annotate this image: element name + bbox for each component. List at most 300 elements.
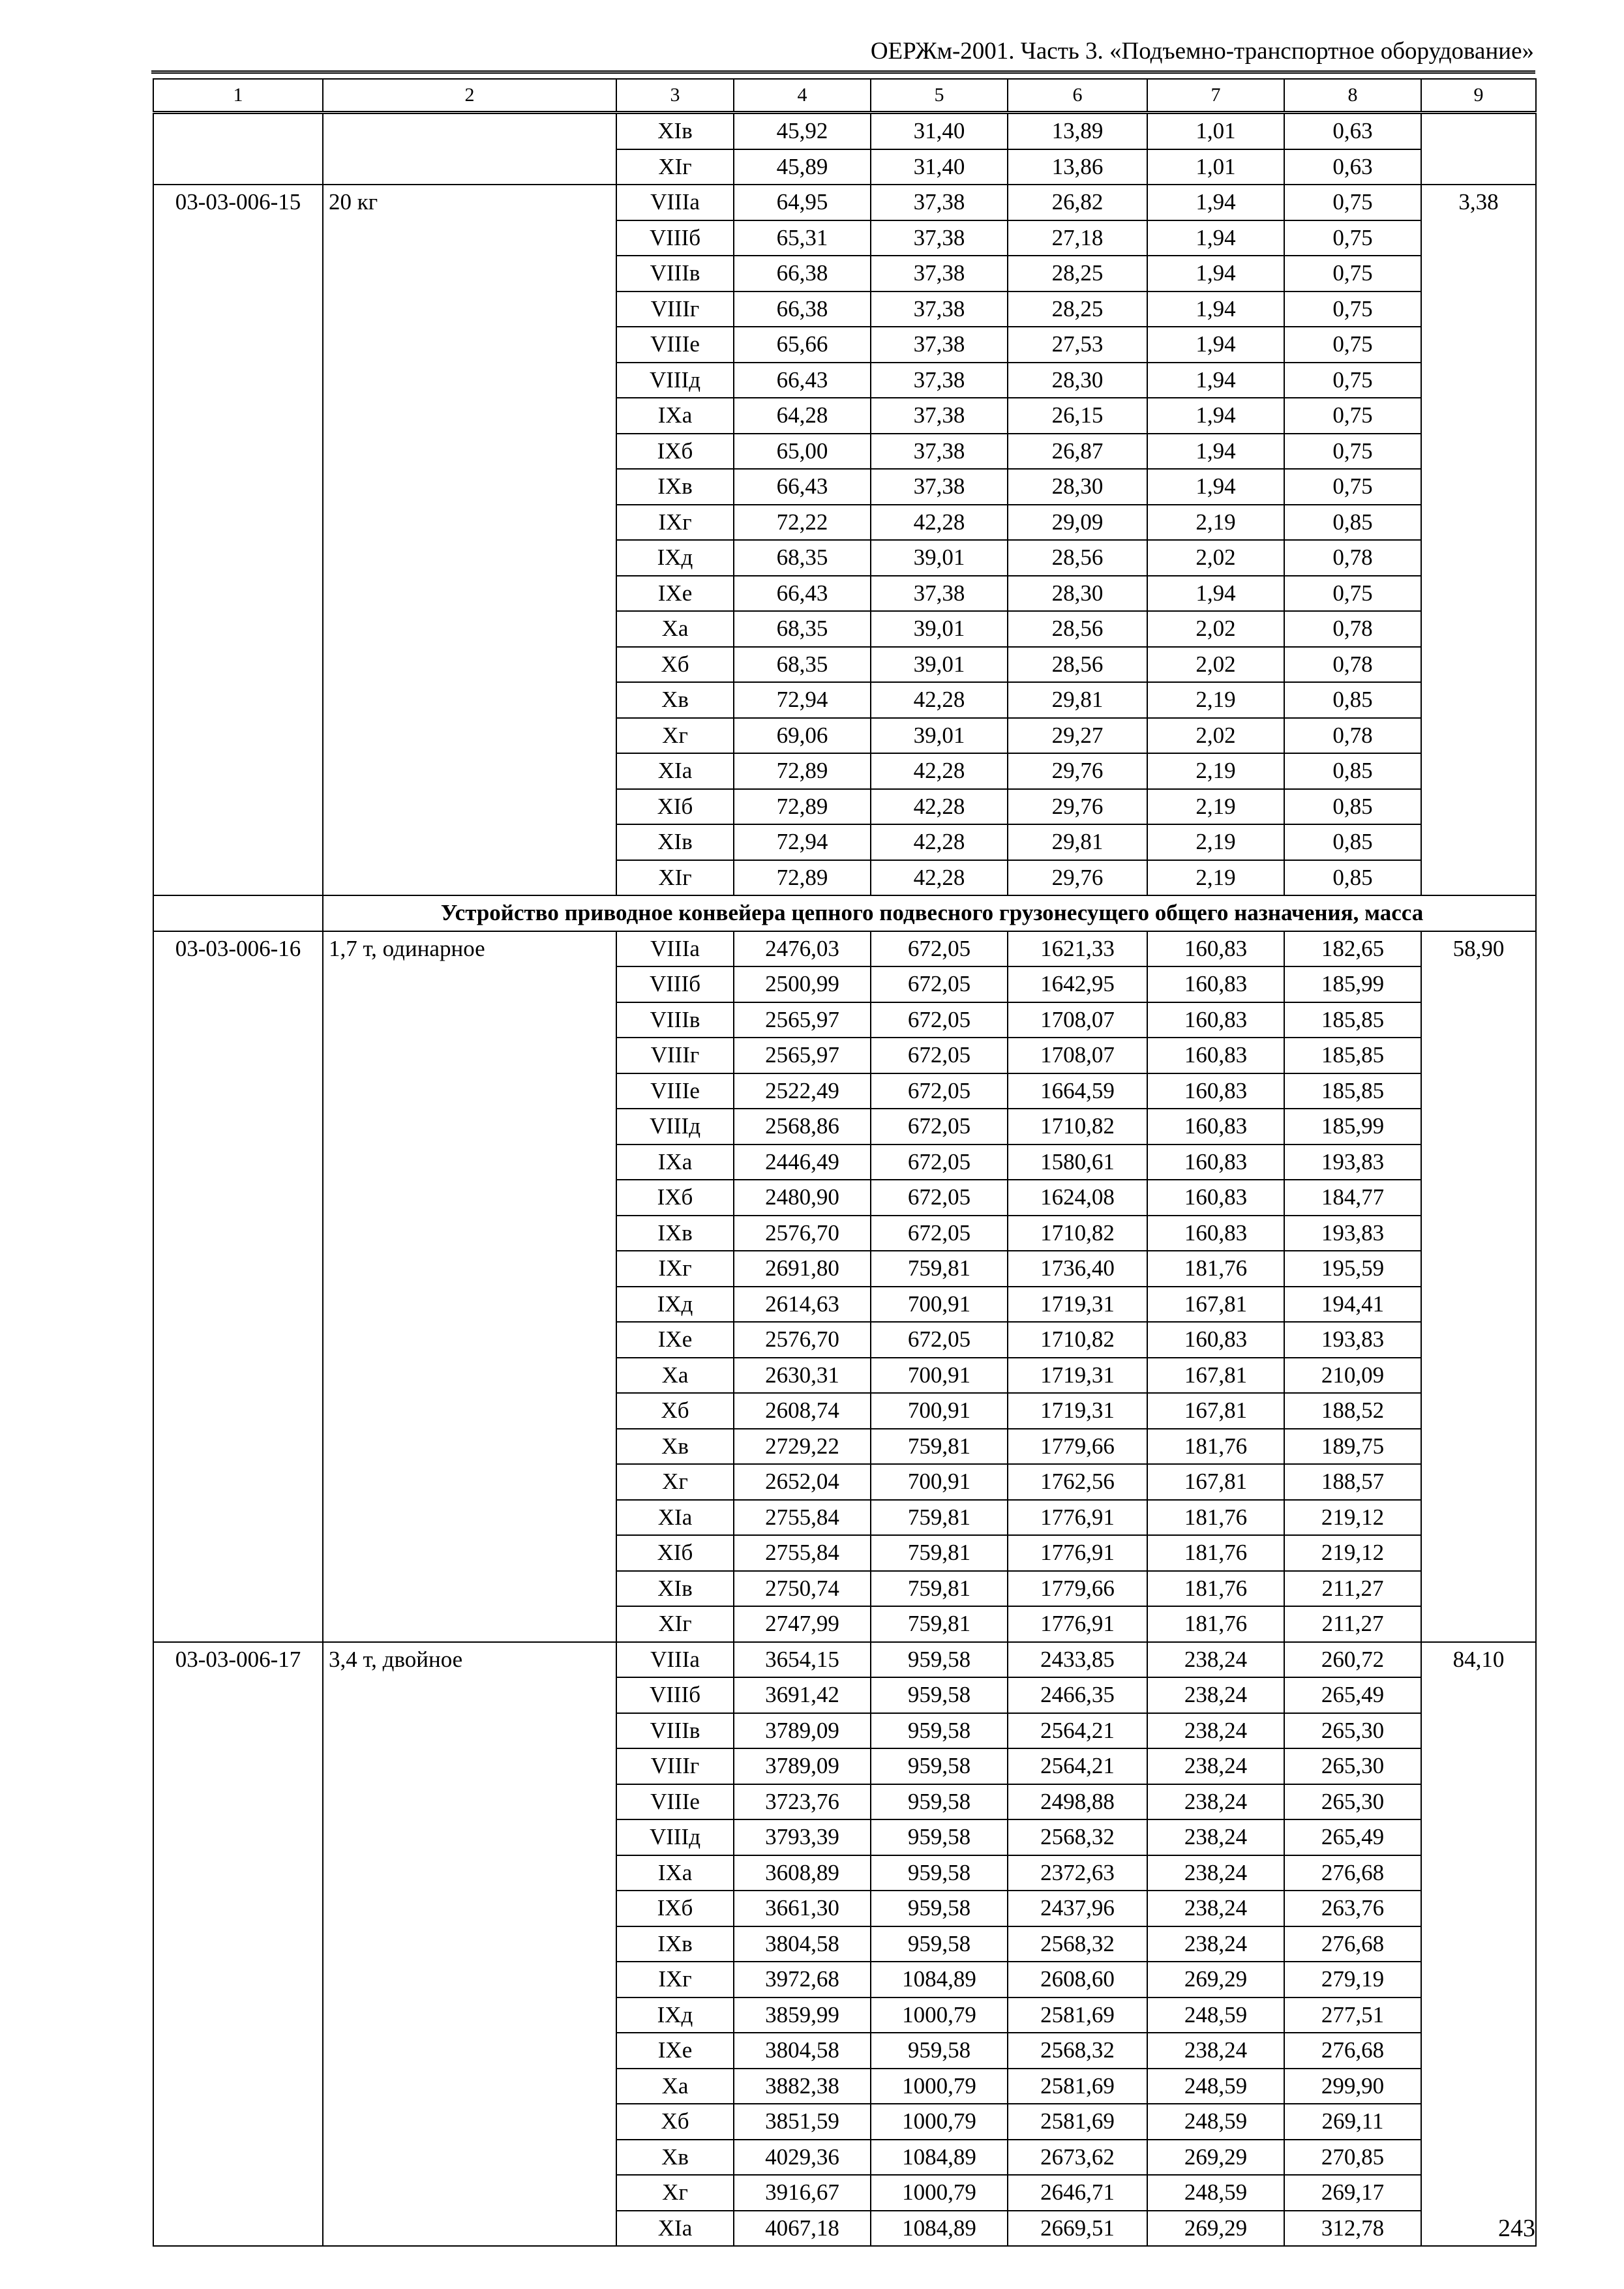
zone-code: VIIIб [616, 220, 734, 256]
materials-cost: 184,77 [1284, 1180, 1421, 1216]
total-cost: 3882,38 [734, 2069, 871, 2104]
materials-cost: 210,09 [1284, 1358, 1421, 1394]
total-cost: 65,31 [734, 220, 871, 256]
machine-cost: 1710,82 [1008, 1322, 1147, 1358]
labor-cost: 42,28 [871, 860, 1008, 896]
labor-cost: 37,38 [871, 469, 1008, 505]
operator-wage: 2,02 [1147, 611, 1284, 647]
zone-code: XIа [616, 753, 734, 789]
labor-cost: 759,81 [871, 1500, 1008, 1536]
machine-cost: 29,76 [1008, 789, 1147, 825]
machine-cost: 1779,66 [1008, 1429, 1147, 1465]
materials-cost: 185,99 [1284, 966, 1421, 1002]
operator-wage: 238,24 [1147, 2033, 1284, 2069]
machine-cost: 28,30 [1008, 576, 1147, 612]
total-cost: 65,66 [734, 327, 871, 363]
machine-cost: 1736,40 [1008, 1251, 1147, 1287]
machine-cost: 1719,31 [1008, 1393, 1147, 1429]
machine-cost: 1664,59 [1008, 1073, 1147, 1109]
operator-wage: 167,81 [1147, 1287, 1284, 1323]
operator-wage: 238,24 [1147, 1855, 1284, 1891]
labor-hours: 84,10 [1421, 1642, 1536, 2247]
total-cost: 3608,89 [734, 1855, 871, 1891]
machine-cost: 2466,35 [1008, 1677, 1147, 1713]
total-cost: 68,35 [734, 647, 871, 683]
labor-hours: 3,38 [1421, 185, 1536, 895]
materials-cost: 211,27 [1284, 1571, 1421, 1607]
rates-table-body [153, 79, 1536, 2246]
operator-wage: 238,24 [1147, 1677, 1284, 1713]
materials-cost: 265,30 [1284, 1713, 1421, 1749]
labor-cost: 672,05 [871, 931, 1008, 967]
zone-code: IXб [616, 1891, 734, 1926]
machine-cost: 26,15 [1008, 398, 1147, 434]
labor-cost: 37,38 [871, 185, 1008, 220]
zone-code: IXд [616, 1997, 734, 2033]
total-cost: 3789,09 [734, 1713, 871, 1749]
total-cost: 68,35 [734, 540, 871, 576]
machine-cost: 1710,82 [1008, 1216, 1147, 1251]
zone-code: Xа [616, 2069, 734, 2104]
materials-cost: 276,68 [1284, 1926, 1421, 1962]
zone-code: IXе [616, 576, 734, 612]
materials-cost: 270,85 [1284, 2140, 1421, 2176]
operator-wage: 1,94 [1147, 327, 1284, 363]
operator-wage: 269,29 [1147, 2211, 1284, 2247]
labor-cost: 39,01 [871, 611, 1008, 647]
total-cost: 45,92 [734, 113, 871, 149]
materials-cost: 0,85 [1284, 682, 1421, 718]
zone-code: Xб [616, 647, 734, 683]
zone-code: Xа [616, 1358, 734, 1394]
total-cost: 3793,39 [734, 1819, 871, 1855]
operator-wage: 2,19 [1147, 789, 1284, 825]
rate-code: 03-03-006-17 [153, 1642, 323, 2247]
machine-cost: 2581,69 [1008, 2069, 1147, 2104]
labor-cost: 42,28 [871, 824, 1008, 860]
zone-code: VIIIг [616, 1038, 734, 1073]
materials-cost: 211,27 [1284, 1606, 1421, 1642]
labor-cost: 759,81 [871, 1535, 1008, 1571]
operator-wage: 1,94 [1147, 185, 1284, 220]
operator-wage: 1,94 [1147, 576, 1284, 612]
zone-code: XIб [616, 789, 734, 825]
labor-cost: 39,01 [871, 540, 1008, 576]
materials-cost: 0,75 [1284, 469, 1421, 505]
zone-code: Xг [616, 1464, 734, 1500]
materials-cost: 265,49 [1284, 1677, 1421, 1713]
machine-cost: 2581,69 [1008, 1997, 1147, 2033]
table-row [153, 931, 1536, 967]
column-number: 4 [734, 79, 871, 113]
materials-cost: 276,68 [1284, 1855, 1421, 1891]
total-cost: 66,38 [734, 256, 871, 292]
column-number: 1 [153, 79, 323, 113]
materials-cost: 0,75 [1284, 398, 1421, 434]
total-cost: 3804,58 [734, 1926, 871, 1962]
machine-cost: 2581,69 [1008, 2104, 1147, 2140]
labor-cost: 959,58 [871, 1784, 1008, 1820]
zone-code: Xа [616, 611, 734, 647]
zone-code: XIв [616, 113, 734, 149]
operator-wage: 1,01 [1147, 113, 1284, 149]
zone-code: IXе [616, 1322, 734, 1358]
materials-cost: 0,75 [1284, 185, 1421, 220]
total-cost: 72,22 [734, 505, 871, 541]
machine-cost: 2433,85 [1008, 1642, 1147, 1678]
total-cost: 66,38 [734, 292, 871, 327]
operator-wage: 160,83 [1147, 931, 1284, 967]
materials-cost: 269,11 [1284, 2104, 1421, 2140]
operator-wage: 2,19 [1147, 824, 1284, 860]
materials-cost: 188,57 [1284, 1464, 1421, 1500]
operator-wage: 269,29 [1147, 1962, 1284, 1997]
machine-cost: 27,53 [1008, 327, 1147, 363]
materials-cost: 0,78 [1284, 611, 1421, 647]
materials-cost: 193,83 [1284, 1144, 1421, 1180]
machine-cost: 1708,07 [1008, 1002, 1147, 1038]
labor-cost: 37,38 [871, 327, 1008, 363]
rate-name: 1,7 т, одинарное [323, 931, 616, 1642]
zone-code: VIIIб [616, 1677, 734, 1713]
total-cost: 72,94 [734, 824, 871, 860]
zone-code: XIв [616, 1571, 734, 1607]
zone-code: VIIIд [616, 363, 734, 398]
materials-cost: 277,51 [1284, 1997, 1421, 2033]
operator-wage: 248,59 [1147, 2104, 1284, 2140]
labor-cost: 1000,79 [871, 2104, 1008, 2140]
operator-wage: 1,94 [1147, 469, 1284, 505]
machine-cost: 1642,95 [1008, 966, 1147, 1002]
materials-cost: 219,12 [1284, 1500, 1421, 1536]
operator-wage: 2,19 [1147, 682, 1284, 718]
operator-wage: 160,83 [1147, 1109, 1284, 1144]
operator-wage: 167,81 [1147, 1393, 1284, 1429]
total-cost: 2750,74 [734, 1571, 871, 1607]
column-number-row [153, 79, 1536, 113]
operator-wage: 2,19 [1147, 505, 1284, 541]
labor-cost: 672,05 [871, 1073, 1008, 1109]
column-number: 8 [1284, 79, 1421, 113]
labor-cost: 759,81 [871, 1606, 1008, 1642]
labor-cost: 1084,89 [871, 2140, 1008, 2176]
operator-wage: 181,76 [1147, 1500, 1284, 1536]
zone-code: VIIIе [616, 1784, 734, 1820]
labor-cost: 1000,79 [871, 1997, 1008, 2033]
operator-wage: 248,59 [1147, 2175, 1284, 2211]
materials-cost: 312,78 [1284, 2211, 1421, 2247]
machine-cost: 2564,21 [1008, 1748, 1147, 1784]
materials-cost: 0,78 [1284, 540, 1421, 576]
total-cost: 2576,70 [734, 1322, 871, 1358]
total-cost: 2576,70 [734, 1216, 871, 1251]
operator-wage: 181,76 [1147, 1429, 1284, 1465]
zone-code: VIIIа [616, 931, 734, 967]
labor-cost: 31,40 [871, 113, 1008, 149]
column-number: 2 [323, 79, 616, 113]
machine-cost: 29,81 [1008, 682, 1147, 718]
labor-cost: 672,05 [871, 1216, 1008, 1251]
total-cost: 2500,99 [734, 966, 871, 1002]
operator-wage: 2,02 [1147, 647, 1284, 683]
operator-wage: 1,01 [1147, 149, 1284, 185]
operator-wage: 238,24 [1147, 1926, 1284, 1962]
materials-cost: 279,19 [1284, 1962, 1421, 1997]
machine-cost: 29,09 [1008, 505, 1147, 541]
labor-cost: 700,91 [871, 1464, 1008, 1500]
operator-wage: 160,83 [1147, 1073, 1284, 1109]
total-cost: 2755,84 [734, 1500, 871, 1536]
materials-cost: 0,75 [1284, 292, 1421, 327]
operator-wage: 181,76 [1147, 1571, 1284, 1607]
materials-cost: 185,85 [1284, 1038, 1421, 1073]
machine-cost: 1708,07 [1008, 1038, 1147, 1073]
zone-code: IXа [616, 1144, 734, 1180]
total-cost: 2480,90 [734, 1180, 871, 1216]
machine-cost: 2564,21 [1008, 1713, 1147, 1749]
total-cost: 72,89 [734, 789, 871, 825]
total-cost: 2729,22 [734, 1429, 871, 1465]
zone-code: VIIIа [616, 185, 734, 220]
rate-code: 03-03-006-16 [153, 931, 323, 1642]
zone-code: IXг [616, 505, 734, 541]
machine-cost: 26,82 [1008, 185, 1147, 220]
machine-cost: 13,89 [1008, 113, 1147, 149]
machine-cost: 1621,33 [1008, 931, 1147, 967]
machine-cost: 29,76 [1008, 860, 1147, 896]
zone-code: Xг [616, 718, 734, 754]
labor-cost: 31,40 [871, 149, 1008, 185]
zone-code: Xв [616, 682, 734, 718]
labor-cost: 1084,89 [871, 2211, 1008, 2247]
machine-cost: 26,87 [1008, 434, 1147, 470]
materials-cost: 265,49 [1284, 1819, 1421, 1855]
materials-cost: 0,63 [1284, 113, 1421, 149]
labor-cost: 759,81 [871, 1429, 1008, 1465]
zone-code: IXв [616, 1926, 734, 1962]
rates-table [153, 78, 1537, 2247]
labor-cost: 672,05 [871, 1038, 1008, 1073]
page-header [151, 36, 1535, 74]
table-row [153, 185, 1536, 220]
zone-code: VIIIд [616, 1819, 734, 1855]
machine-cost: 1776,91 [1008, 1606, 1147, 1642]
total-cost: 2652,04 [734, 1464, 871, 1500]
machine-cost: 28,56 [1008, 611, 1147, 647]
materials-cost: 0,75 [1284, 327, 1421, 363]
labor-cost: 37,38 [871, 363, 1008, 398]
total-cost: 2614,63 [734, 1287, 871, 1323]
total-cost: 72,89 [734, 753, 871, 789]
labor-cost: 1084,89 [871, 1962, 1008, 1997]
zone-code: VIIIг [616, 1748, 734, 1784]
materials-cost: 0,85 [1284, 860, 1421, 896]
total-cost: 2755,84 [734, 1535, 871, 1571]
total-cost: 3789,09 [734, 1748, 871, 1784]
materials-cost: 185,85 [1284, 1073, 1421, 1109]
zone-code: IXд [616, 540, 734, 576]
rate-code: 03-03-006-15 [153, 185, 323, 895]
labor-cost: 37,38 [871, 434, 1008, 470]
materials-cost: 193,83 [1284, 1216, 1421, 1251]
total-cost: 2446,49 [734, 1144, 871, 1180]
zone-code: IXг [616, 1251, 734, 1287]
materials-cost: 0,63 [1284, 149, 1421, 185]
operator-wage: 238,24 [1147, 1784, 1284, 1820]
labor-cost: 1000,79 [871, 2175, 1008, 2211]
labor-cost: 959,58 [871, 1819, 1008, 1855]
total-cost: 66,43 [734, 469, 871, 505]
total-cost: 3661,30 [734, 1891, 871, 1926]
section-title: Устройство приводное конвейера цепного подвесного грузонесущего общего назначения, масса [323, 895, 1536, 931]
labor-cost: 759,81 [871, 1251, 1008, 1287]
labor-cost: 959,58 [871, 1855, 1008, 1891]
total-cost: 2747,99 [734, 1606, 871, 1642]
operator-wage: 160,83 [1147, 1322, 1284, 1358]
labor-cost: 37,38 [871, 398, 1008, 434]
total-cost: 2691,80 [734, 1251, 871, 1287]
operator-wage: 160,83 [1147, 1144, 1284, 1180]
materials-cost: 0,75 [1284, 576, 1421, 612]
total-cost: 2522,49 [734, 1073, 871, 1109]
zone-code: XIв [616, 824, 734, 860]
zone-code: IXв [616, 469, 734, 505]
zone-code: IXе [616, 2033, 734, 2069]
column-number: 6 [1008, 79, 1147, 113]
zone-code: VIIIе [616, 327, 734, 363]
materials-cost: 265,30 [1284, 1748, 1421, 1784]
rate-name: 20 кг [323, 185, 616, 895]
labor-cost: 959,58 [871, 1748, 1008, 1784]
machine-cost: 1779,66 [1008, 1571, 1147, 1607]
operator-wage: 1,94 [1147, 220, 1284, 256]
total-cost: 2565,97 [734, 1002, 871, 1038]
operator-wage: 1,94 [1147, 292, 1284, 327]
zone-code: VIIIе [616, 1073, 734, 1109]
materials-cost: 0,75 [1284, 220, 1421, 256]
operator-wage: 2,19 [1147, 753, 1284, 789]
machine-cost: 28,56 [1008, 647, 1147, 683]
total-cost: 4029,36 [734, 2140, 871, 2176]
machine-cost: 27,18 [1008, 220, 1147, 256]
operator-wage: 2,02 [1147, 540, 1284, 576]
labor-cost: 959,58 [871, 1926, 1008, 1962]
machine-cost: 29,76 [1008, 753, 1147, 789]
machine-cost: 2372,63 [1008, 1855, 1147, 1891]
materials-cost: 269,17 [1284, 2175, 1421, 2211]
materials-cost: 276,68 [1284, 2033, 1421, 2069]
table-row [153, 1642, 1536, 1678]
labor-cost: 37,38 [871, 220, 1008, 256]
operator-wage: 238,24 [1147, 1819, 1284, 1855]
section-header-row [153, 895, 1536, 931]
labor-cost: 42,28 [871, 753, 1008, 789]
labor-cost: 1000,79 [871, 2069, 1008, 2104]
labor-cost: 959,58 [871, 1642, 1008, 1678]
total-cost: 2630,31 [734, 1358, 871, 1394]
materials-cost: 263,76 [1284, 1891, 1421, 1926]
zone-code: Xв [616, 2140, 734, 2176]
operator-wage: 160,83 [1147, 1216, 1284, 1251]
machine-cost: 1776,91 [1008, 1500, 1147, 1536]
total-cost: 64,95 [734, 185, 871, 220]
column-number: 3 [616, 79, 734, 113]
operator-wage: 1,94 [1147, 363, 1284, 398]
labor-cost: 759,81 [871, 1571, 1008, 1607]
total-cost: 64,28 [734, 398, 871, 434]
zone-code: VIIIб [616, 966, 734, 1002]
machine-cost: 29,81 [1008, 824, 1147, 860]
materials-cost: 0,75 [1284, 363, 1421, 398]
operator-wage: 160,83 [1147, 1180, 1284, 1216]
zone-code: IXв [616, 1216, 734, 1251]
machine-cost: 1580,61 [1008, 1144, 1147, 1180]
zone-code: VIIIв [616, 1002, 734, 1038]
operator-wage: 1,94 [1147, 256, 1284, 292]
labor-cost: 672,05 [871, 1109, 1008, 1144]
column-number: 5 [871, 79, 1008, 113]
materials-cost: 260,72 [1284, 1642, 1421, 1678]
zone-code: Xб [616, 1393, 734, 1429]
operator-wage: 1,94 [1147, 398, 1284, 434]
machine-cost: 1719,31 [1008, 1287, 1147, 1323]
labor-cost: 42,28 [871, 682, 1008, 718]
machine-cost: 1710,82 [1008, 1109, 1147, 1144]
zone-code: XIг [616, 860, 734, 896]
materials-cost: 0,85 [1284, 789, 1421, 825]
zone-code: XIб [616, 1535, 734, 1571]
labor-cost: 37,38 [871, 576, 1008, 612]
materials-cost: 0,75 [1284, 256, 1421, 292]
total-cost: 72,89 [734, 860, 871, 896]
zone-code: IXд [616, 1287, 734, 1323]
rate-name [323, 113, 616, 185]
labor-hours [1421, 113, 1536, 185]
total-cost: 3691,42 [734, 1677, 871, 1713]
labor-cost: 39,01 [871, 647, 1008, 683]
materials-cost: 299,90 [1284, 2069, 1421, 2104]
machine-cost: 1776,91 [1008, 1535, 1147, 1571]
materials-cost: 185,85 [1284, 1002, 1421, 1038]
operator-wage: 181,76 [1147, 1251, 1284, 1287]
machine-cost: 28,25 [1008, 256, 1147, 292]
zone-code: VIIIд [616, 1109, 734, 1144]
machine-cost: 13,86 [1008, 149, 1147, 185]
labor-cost: 42,28 [871, 505, 1008, 541]
zone-code: VIIIв [616, 256, 734, 292]
labor-cost: 672,05 [871, 1144, 1008, 1180]
materials-cost: 189,75 [1284, 1429, 1421, 1465]
materials-cost: 0,85 [1284, 753, 1421, 789]
total-cost: 2565,97 [734, 1038, 871, 1073]
total-cost: 2476,03 [734, 931, 871, 967]
machine-cost: 2568,32 [1008, 1926, 1147, 1962]
operator-wage: 167,81 [1147, 1464, 1284, 1500]
page-number: 243 [1498, 2215, 1535, 2242]
operator-wage: 248,59 [1147, 2069, 1284, 2104]
zone-code: XIа [616, 2211, 734, 2247]
zone-code: IXа [616, 398, 734, 434]
materials-cost: 265,30 [1284, 1784, 1421, 1820]
zone-code: VIIIа [616, 1642, 734, 1678]
labor-cost: 672,05 [871, 966, 1008, 1002]
total-cost: 66,43 [734, 363, 871, 398]
zone-code: XIа [616, 1500, 734, 1536]
rate-name: 3,4 т, двойное [323, 1642, 616, 2247]
materials-cost: 0,78 [1284, 718, 1421, 754]
total-cost: 3859,99 [734, 1997, 871, 2033]
total-cost: 45,89 [734, 149, 871, 185]
